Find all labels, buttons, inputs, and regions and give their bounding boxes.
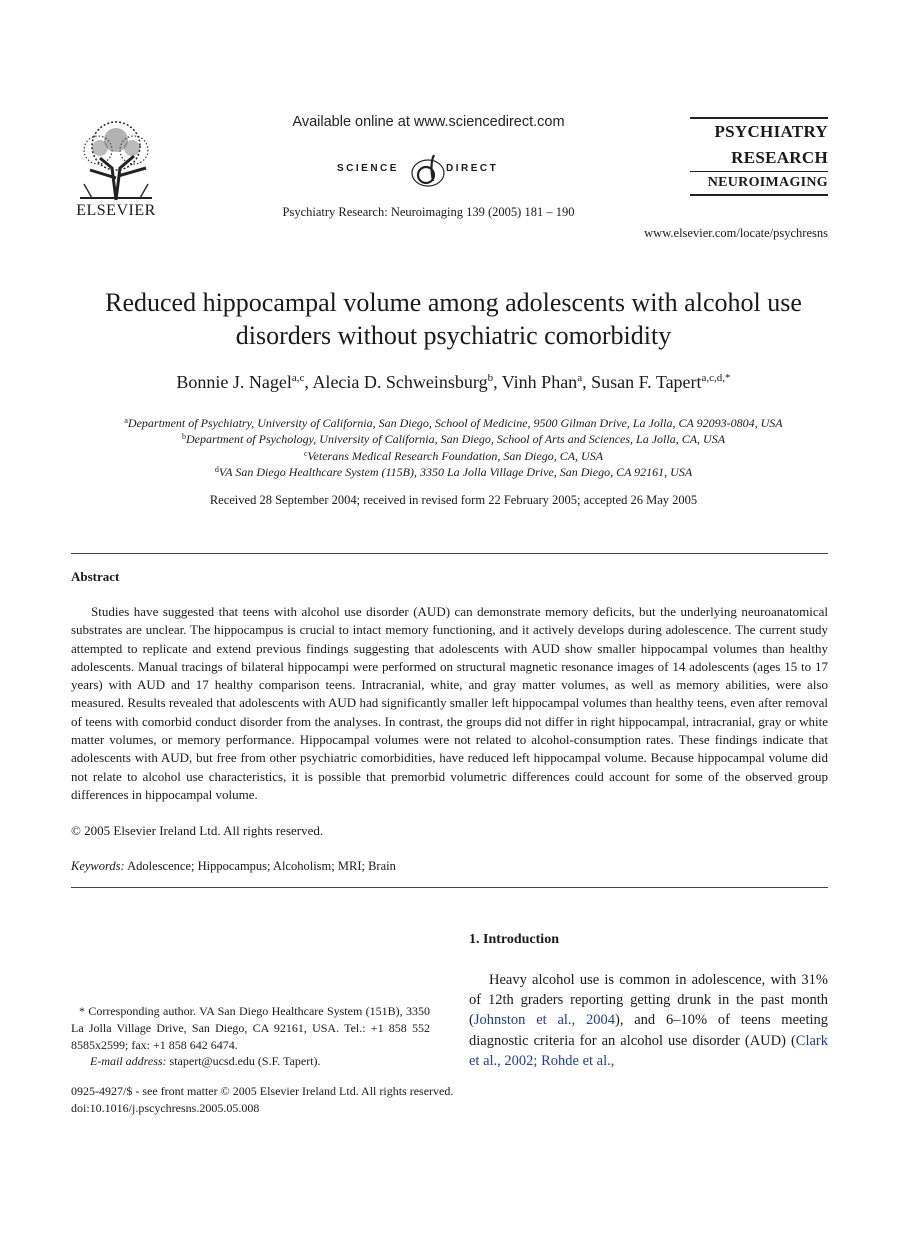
sciencedirect-right-word: DIRECT xyxy=(446,163,499,174)
available-online-text[interactable]: Available online at www.sciencedirect.com xyxy=(292,114,565,130)
affiliation xyxy=(60,465,847,480)
journal-title-line2: RESEARCH xyxy=(731,148,828,167)
front-matter xyxy=(71,1083,453,1116)
article-title-line2: disorders without psychiatric comorbidity xyxy=(235,321,672,350)
article-title-line1: Reduced hippocampal volume among adolescents with alcohol use xyxy=(105,288,802,317)
affiliation-text: Department of Psychology, University of California, San Diego, School of Arts and Sciences, La Jolla, CA, USA xyxy=(185,432,726,446)
email-line xyxy=(71,1054,430,1069)
author-name[interactable]: Vinh Phan xyxy=(501,372,578,392)
author-name[interactable]: Bonnie J. Nagel xyxy=(176,372,292,392)
divider-top xyxy=(71,553,828,554)
keywords xyxy=(71,859,396,874)
keywords-list: Adolescence; Hippocampus; Alcoholism; MRI; Brain xyxy=(127,859,396,873)
intro-text: ), and 6–10% of teens meeting diagnostic criteria for an alcohol use disorder (AUD) ( xyxy=(469,1012,829,1049)
journal-rule-bottom xyxy=(690,194,828,196)
affiliation-text: VA San Diego Healthcare System (115B), 3350 La Jolla Village Drive, San Diego, CA 92161, USA xyxy=(218,465,693,479)
journal-citation: Psychiatry Research: Neuroimaging 139 (2005) 181 – 190 xyxy=(282,205,575,219)
sciencedirect-left-word: SCIENCE xyxy=(337,163,399,174)
author-affiliation-sup: a,c xyxy=(291,372,305,384)
author-affiliation-sup: a xyxy=(577,372,583,384)
author-separator: , xyxy=(582,372,592,392)
affiliation xyxy=(60,416,847,431)
journal-title-line1: PSYCHIATRY xyxy=(714,122,828,141)
email-address[interactable]: stapert@ucsd.edu (S.F. Tapert). xyxy=(169,1054,321,1068)
affiliation-sup: b xyxy=(181,432,186,441)
intro-paragraph xyxy=(469,970,828,1071)
article-title xyxy=(60,286,847,352)
sciencedirect-d-icon xyxy=(409,151,447,189)
section-heading-introduction: 1. Introduction xyxy=(469,932,559,947)
keywords-label: Keywords: xyxy=(71,859,125,873)
abstract-body: Studies have suggested that teens with alcohol use disorder (AUD) can demonstrate memory deficits, but the underlying neuroanatomical substrates are unclear. The hippocampus is crucial to intact memory functioning, and it actively develops during adolescence. The current study attempted to replicate and extend previous findings suggesting that adolescents with AUD show smaller hippocampal volumes than healthy adolescents. Manual tracings of bilateral hippocampi were performed on structural magnetic resonance images of 14 adolescents (ages 15 to 17 years) with AUD and 17 healthy comparison teens. Intracranial, white, and gray matter volumes, as well as memory abilities, were also measured. Results revealed that adolescents with AUD had significantly smaller left hippocampal volumes than healthy teens, even after removal of teens with comorbid conduct disorder from the analyses. In contrast, the groups did not differ in right hippocampal, intracranial, gray or white matter volumes, or memory performance. Hippocampal volumes were not related to alcohol-consumption rates. These findings indicate that adolescents with AUD, but free from other psychiatric comorbidities, have reduced left hippocampal volume. Because hippocampal volume did not relate to alcohol use characteristics, it is possible that premorbid volumetric differences could account for some of the observed group differences in hippocampal volume. xyxy=(71,604,828,802)
author-affiliation-sup: b xyxy=(487,372,494,384)
journal-title-line3: NEUROIMAGING xyxy=(707,175,828,190)
affiliation-text: Department of Psychiatry, University of California, San Diego, School of Medicine, 9500 Gilman Drive, La Jolla, CA 92093-0804, USA xyxy=(127,416,783,430)
journal-title-block xyxy=(690,117,828,196)
affiliation-text: Veterans Medical Research Foundation, San Diego, CA, USA xyxy=(307,449,604,463)
copyright-notice: © 2005 Elsevier Ireland Ltd. All rights reserved. xyxy=(71,823,324,838)
author-name[interactable]: Alecia D. Schweinsburg xyxy=(312,372,488,392)
author-separator: , xyxy=(304,372,313,392)
email-label: E-mail address: xyxy=(90,1054,167,1068)
received-dates: Received 28 September 2004; received in revised form 22 February 2005; accepted 26 May 2005 xyxy=(209,493,698,507)
citation-link[interactable]: Clark et al., 2002; Rohde et al., xyxy=(469,1032,828,1069)
affiliation-sup: a xyxy=(124,416,128,425)
intro-text: Heavy alcohol use is common in adolescence, with 31% of 12th graders reporting getting drunk in the past month ( xyxy=(469,972,828,1029)
affiliation xyxy=(60,432,847,447)
issn-line: 0925-4927/$ - see front matter © 2005 Elsevier Ireland Ltd. All rights reserved. xyxy=(71,1084,454,1098)
author-name[interactable]: Susan F. Tapert xyxy=(591,372,702,392)
citation-link[interactable]: Johnston et al., 2004 xyxy=(473,1012,615,1029)
author-list xyxy=(60,372,847,393)
divider-bottom xyxy=(71,887,828,888)
journal-url-link[interactable]: www.elsevier.com/locate/psychresns xyxy=(644,226,828,240)
tree-icon xyxy=(70,118,162,202)
publisher-name: ELSEVIER xyxy=(76,202,156,219)
affiliation-sup: d xyxy=(214,465,219,474)
affiliation-sup: c xyxy=(303,449,308,458)
affiliation xyxy=(60,449,847,464)
abstract-heading: Abstract xyxy=(71,569,120,584)
author-separator: , xyxy=(493,372,502,392)
author-affiliation-sup: a,c,d,* xyxy=(701,372,731,384)
corresponding-author-footnote: * Corresponding author. VA San Diego Healthcare System (151B), 3350 La Jolla Village Drive, San Diego, CA 92161, USA. Tel.: +1 858 552 8585x2599; fax: +1 858 642 6474. xyxy=(71,1004,430,1052)
doi-line[interactable]: doi:10.1016/j.pscychresns.2005.05.008 xyxy=(71,1100,260,1115)
